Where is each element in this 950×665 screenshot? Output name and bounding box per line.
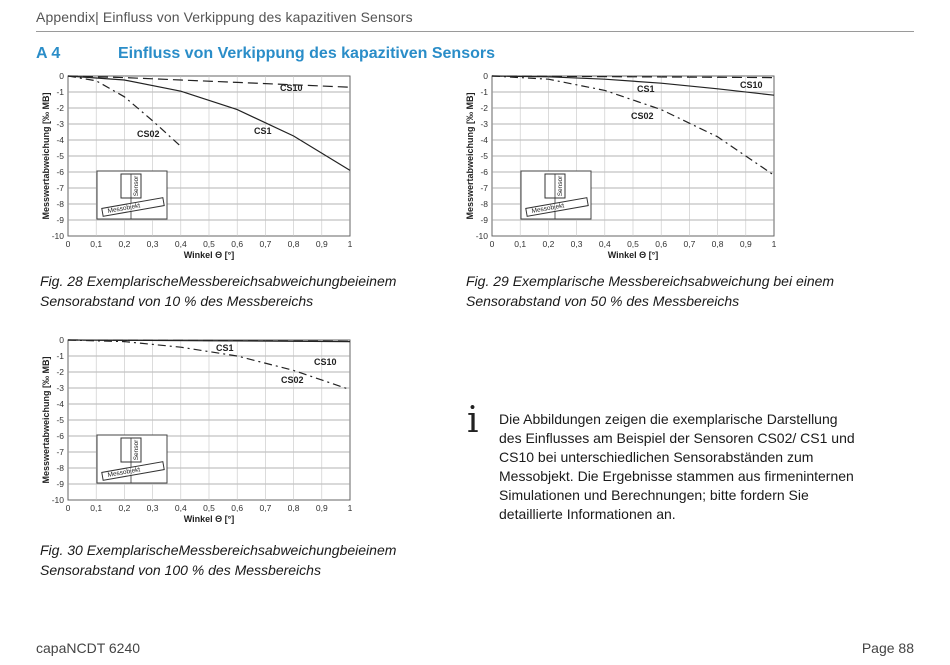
series-label-cs1: CS1 — [216, 343, 234, 353]
x-tick-label: 1 — [347, 239, 353, 249]
x-axis-label: Winkel Θ [°] — [183, 250, 235, 260]
x-tick-label: 0,5 — [203, 239, 215, 249]
y-tick-label: 0 — [59, 71, 64, 81]
y-tick-label: -8 — [480, 199, 488, 209]
x-tick-label: 0,7 — [683, 239, 696, 249]
x-tick-label: 0,3 — [146, 503, 159, 513]
y-tick-label: 0 — [483, 71, 488, 81]
inset-target-label: Messobjekt — [107, 466, 141, 479]
inset-sensor-label: Sensor — [133, 439, 140, 461]
x-tick-label: 0,8 — [711, 239, 724, 249]
chart-svg-fig-30 — [40, 334, 370, 526]
y-tick-label: -5 — [480, 151, 488, 161]
inset-schematic — [521, 171, 591, 219]
x-tick-label: 0,5 — [203, 503, 215, 513]
y-axis-label: Messwertabweichung [‰ MB] — [465, 92, 475, 220]
y-tick-label: -7 — [56, 447, 64, 457]
inset-target-label: Messobjekt — [107, 202, 141, 215]
chart-svg-fig-28 — [40, 70, 370, 262]
inset-sensor-label: Sensor — [133, 175, 140, 197]
x-tick-label: 0,1 — [90, 239, 103, 249]
x-tick-label: 0,4 — [174, 239, 187, 249]
x-tick-label: 0,6 — [655, 239, 668, 249]
x-tick-label: 0,2 — [118, 239, 131, 249]
x-tick-label: 1 — [771, 239, 777, 249]
x-tick-label: 0,6 — [231, 503, 244, 513]
caption-fig-29 — [466, 271, 834, 311]
inset-sensor-label: Sensor — [557, 175, 564, 197]
x-tick-label: 0,7 — [259, 239, 272, 249]
footer-product: capaNCDT 6240 — [36, 640, 141, 656]
y-tick-label: 0 — [59, 335, 64, 345]
x-axis-label: Winkel Θ [°] — [183, 514, 235, 524]
chart-fig-28 — [40, 70, 370, 262]
y-tick-label: -6 — [480, 167, 488, 177]
y-tick-label: -2 — [480, 103, 488, 113]
inset-target-label: Messobjekt — [531, 202, 565, 215]
y-tick-label: -7 — [480, 183, 488, 193]
running-header: Appendix| Einfluss von Verkippung des kapazitiven Sensors — [36, 9, 413, 25]
inset-schematic — [97, 435, 167, 483]
caption-fig-30-line1: Fig. 30 ExemplarischeMessbereichsabweichungbeieinem — [40, 542, 397, 558]
section-title: Einfluss von Verkippung des kapazitiven Sensors — [118, 45, 495, 62]
y-axis-label: Messwertabweichung [‰ MB] — [41, 92, 51, 220]
y-tick-label: -8 — [56, 199, 64, 209]
y-tick-label: -4 — [56, 135, 64, 145]
x-tick-label: 0,9 — [315, 503, 328, 513]
series-label-cs02: CS02 — [137, 129, 160, 139]
header-divider — [36, 31, 914, 32]
y-tick-label: -4 — [56, 399, 64, 409]
y-tick-label: -7 — [56, 183, 64, 193]
x-tick-label: 0,9 — [315, 239, 328, 249]
info-note-text: Die Abbildungen zeigen die exemplarische Darstellung des Einflusses am Beispiel der Sensoren CS02/ CS1 und CS10 bei unterschiedlichen Sensorabständen zum Messobjekt. Die Ergebnisse stammen aus firmeninternen Simulationen und Berechnungen; bitte fordern Sie detaillierte Informationen an. — [499, 411, 855, 522]
series-label-cs10: CS10 — [740, 80, 763, 90]
x-axis-label: Winkel Θ [°] — [607, 250, 659, 260]
info-icon: i — [467, 400, 479, 441]
series-label-cs10: CS10 — [314, 357, 337, 367]
series-label-cs1: CS1 — [637, 84, 655, 94]
chart-fig-30 — [40, 334, 370, 526]
y-tick-label: -5 — [56, 415, 64, 425]
x-tick-label: 0,5 — [627, 239, 639, 249]
footer-page-number: Page 88 — [861, 640, 914, 656]
x-tick-label: 0 — [65, 503, 71, 513]
x-tick-label: 0,8 — [287, 239, 300, 249]
caption-fig-30-line2: Sensorabstand von 100 % des Messbereichs — [40, 562, 321, 578]
series-label-cs02: CS02 — [631, 111, 654, 121]
y-tick-label: -1 — [480, 87, 488, 97]
series-label-cs1: CS1 — [254, 126, 272, 136]
y-axis-label: Messwertabweichung [‰ MB] — [41, 356, 51, 484]
y-tick-label: -10 — [51, 231, 64, 241]
y-tick-label: -3 — [480, 119, 488, 129]
x-tick-label: 0,3 — [146, 239, 159, 249]
y-tick-label: -2 — [56, 103, 64, 113]
x-tick-label: 0,8 — [287, 503, 300, 513]
caption-fig-28 — [40, 271, 396, 311]
y-tick-label: -5 — [56, 151, 64, 161]
y-tick-label: -9 — [480, 215, 488, 225]
series-label-cs02: CS02 — [281, 375, 304, 385]
chart-fig-29 — [464, 70, 794, 262]
y-tick-label: -10 — [51, 495, 64, 505]
y-tick-label: -3 — [56, 119, 64, 129]
x-tick-label: 0,9 — [739, 239, 752, 249]
series-label-cs10: CS10 — [280, 83, 303, 93]
x-tick-label: 0,3 — [570, 239, 583, 249]
x-tick-label: 0,2 — [118, 503, 131, 513]
x-tick-label: 0,6 — [231, 239, 244, 249]
x-tick-label: 0,4 — [598, 239, 611, 249]
y-tick-label: -1 — [56, 87, 64, 97]
y-tick-label: -9 — [56, 215, 64, 225]
section-number: A 4 — [36, 45, 61, 62]
y-tick-label: -4 — [480, 135, 488, 145]
y-tick-label: -9 — [56, 479, 64, 489]
y-tick-label: -3 — [56, 383, 64, 393]
x-tick-label: 0,1 — [514, 239, 527, 249]
x-tick-label: 0 — [65, 239, 71, 249]
caption-fig-28-line2: Sensorabstand von 10 % des Messbereichs — [40, 293, 314, 309]
caption-fig-30 — [40, 540, 396, 580]
x-tick-label: 0 — [489, 239, 495, 249]
caption-fig-29-line2: Sensorabstand von 50 % des Messbereichs — [466, 293, 740, 309]
x-tick-label: 0,7 — [259, 503, 272, 513]
x-tick-label: 0,4 — [174, 503, 187, 513]
y-tick-label: -2 — [56, 367, 64, 377]
y-tick-label: -6 — [56, 431, 64, 441]
caption-fig-29-line1: Fig. 29 Exemplarische Messbereichsabweichung bei einem — [466, 273, 835, 289]
y-tick-label: -10 — [475, 231, 488, 241]
x-tick-label: 0,1 — [90, 503, 103, 513]
x-tick-label: 0,2 — [542, 239, 555, 249]
chart-svg-fig-29 — [464, 70, 794, 262]
x-tick-label: 1 — [347, 503, 353, 513]
y-tick-label: -1 — [56, 351, 64, 361]
y-tick-label: -6 — [56, 167, 64, 177]
y-tick-label: -8 — [56, 463, 64, 473]
inset-schematic — [97, 171, 167, 219]
caption-fig-28-line1: Fig. 28 ExemplarischeMessbereichsabweichungbeieinem — [40, 273, 397, 289]
